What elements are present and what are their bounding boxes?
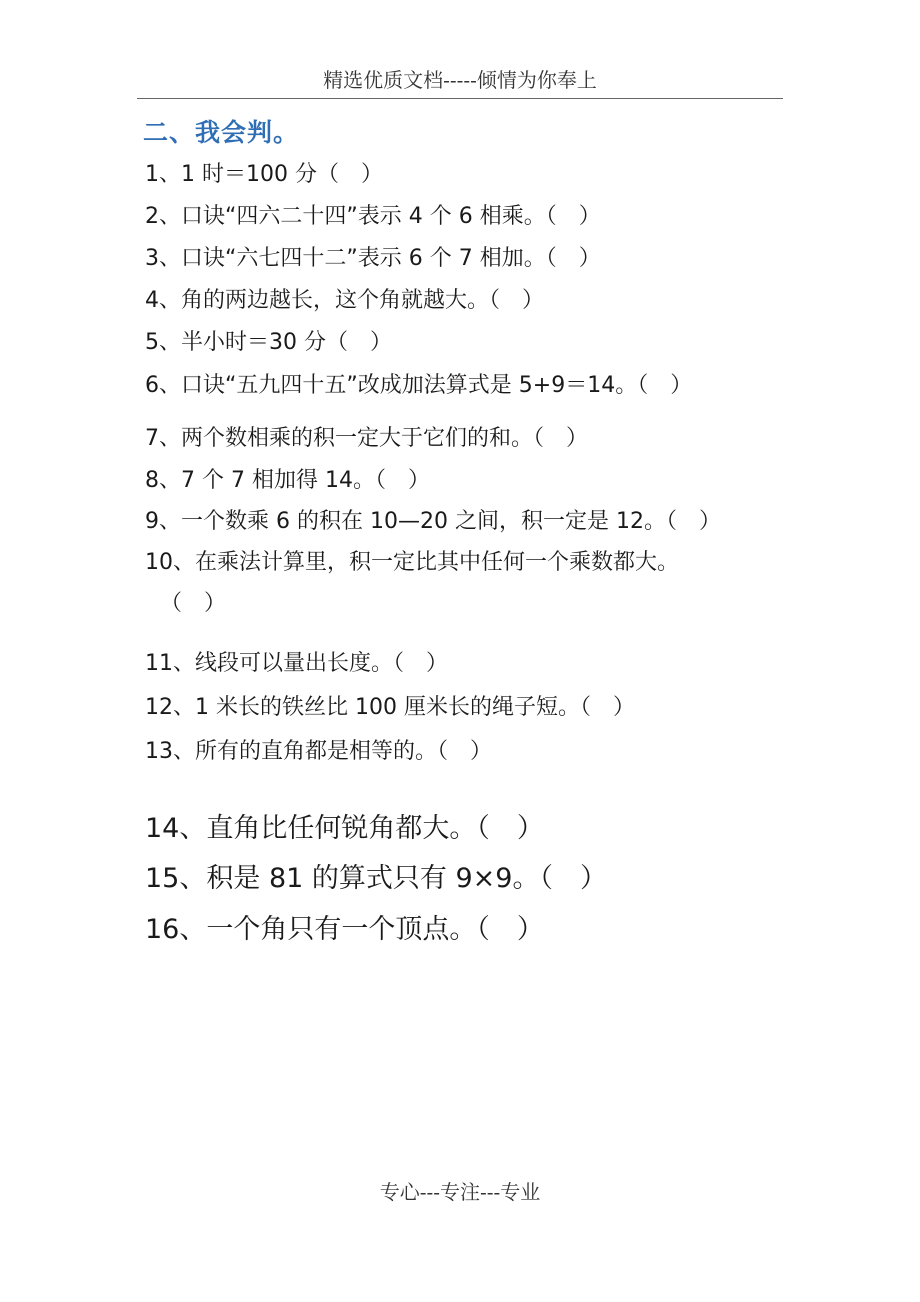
question-number: 4、: [145, 288, 181, 313]
question-number: 7、: [145, 426, 181, 451]
question-7: [145, 421, 588, 452]
question-number: 6、: [145, 373, 181, 398]
question-number: 13、: [145, 739, 195, 764]
question-number: 16、: [145, 914, 207, 945]
question-number: 15、: [145, 863, 207, 894]
question-number: 3、: [145, 246, 181, 271]
question-14: [145, 806, 544, 845]
question-13: [145, 734, 492, 765]
question-15: [145, 856, 607, 895]
question-11: [145, 646, 448, 677]
question-8: [145, 463, 430, 494]
question-number: 1、: [145, 162, 181, 187]
question-12: [145, 690, 635, 721]
question-number: 5、: [145, 330, 181, 355]
question-text: 口诀“六七四十二”表示 6 个 7 相加。（ ）: [181, 246, 601, 271]
question-3: [145, 241, 601, 272]
question-5: [145, 325, 392, 356]
question-text: 口诀“五九四十五”改成加法算式是 5+9＝14。（ ）: [181, 373, 693, 398]
question-text: 积是 81 的算式只有 9×9。（ ）: [206, 863, 607, 894]
question-2: [145, 199, 601, 230]
page-header: 精选优质文档-----倾情为你奉上: [323, 68, 597, 92]
question-number: 2、: [145, 204, 181, 229]
question-10: [145, 545, 679, 576]
question-text: 角的两边越长，这个角就越大。（ ）: [181, 288, 545, 313]
page-footer: 专心---专注---专业: [379, 1180, 541, 1204]
question-number: 9、: [145, 509, 181, 534]
question-text: 一个数乘 6 的积在 10—20 之间，积一定是 12。（ ）: [181, 509, 721, 534]
question-6: [145, 368, 692, 399]
question-1: [145, 157, 383, 188]
question-text: 直角比任何锐角都大。（ ）: [206, 813, 544, 844]
question-text: 两个数相乘的积一定大于它们的和。（ ）: [181, 426, 589, 451]
section-title: 二、我会判。: [143, 118, 300, 147]
question-text: 7 个 7 相加得 14。（ ）: [181, 468, 430, 493]
question-number: 10、: [145, 550, 195, 575]
question-text: 在乘法计算里，积一定比其中任何一个乘数都大。: [195, 550, 680, 575]
question-text: 所有的直角都是相等的。（ ）: [195, 739, 493, 764]
question-text: 1 时＝100 分（ ）: [181, 162, 383, 187]
question-4: [145, 283, 544, 314]
question-9: [145, 504, 721, 535]
question-text: 口诀“四六二十四”表示 4 个 6 相乘。（ ）: [181, 204, 601, 229]
question-text: 半小时＝30 分（ ）: [181, 330, 392, 355]
header-divider: [137, 98, 783, 99]
question-number: 14、: [145, 813, 207, 844]
question-text: 1 米长的铁丝比 100 厘米长的绳子短。（ ）: [195, 695, 635, 720]
question-text: 线段可以量出长度。（ ）: [195, 651, 449, 676]
question-text: 一个角只有一个顶点。（ ）: [206, 914, 544, 945]
question-number: 11、: [145, 651, 195, 676]
question-10-continuation: （ ）: [160, 591, 227, 616]
question-number: 12、: [145, 695, 195, 720]
question-number: 8、: [145, 468, 181, 493]
question-16: [145, 907, 544, 946]
